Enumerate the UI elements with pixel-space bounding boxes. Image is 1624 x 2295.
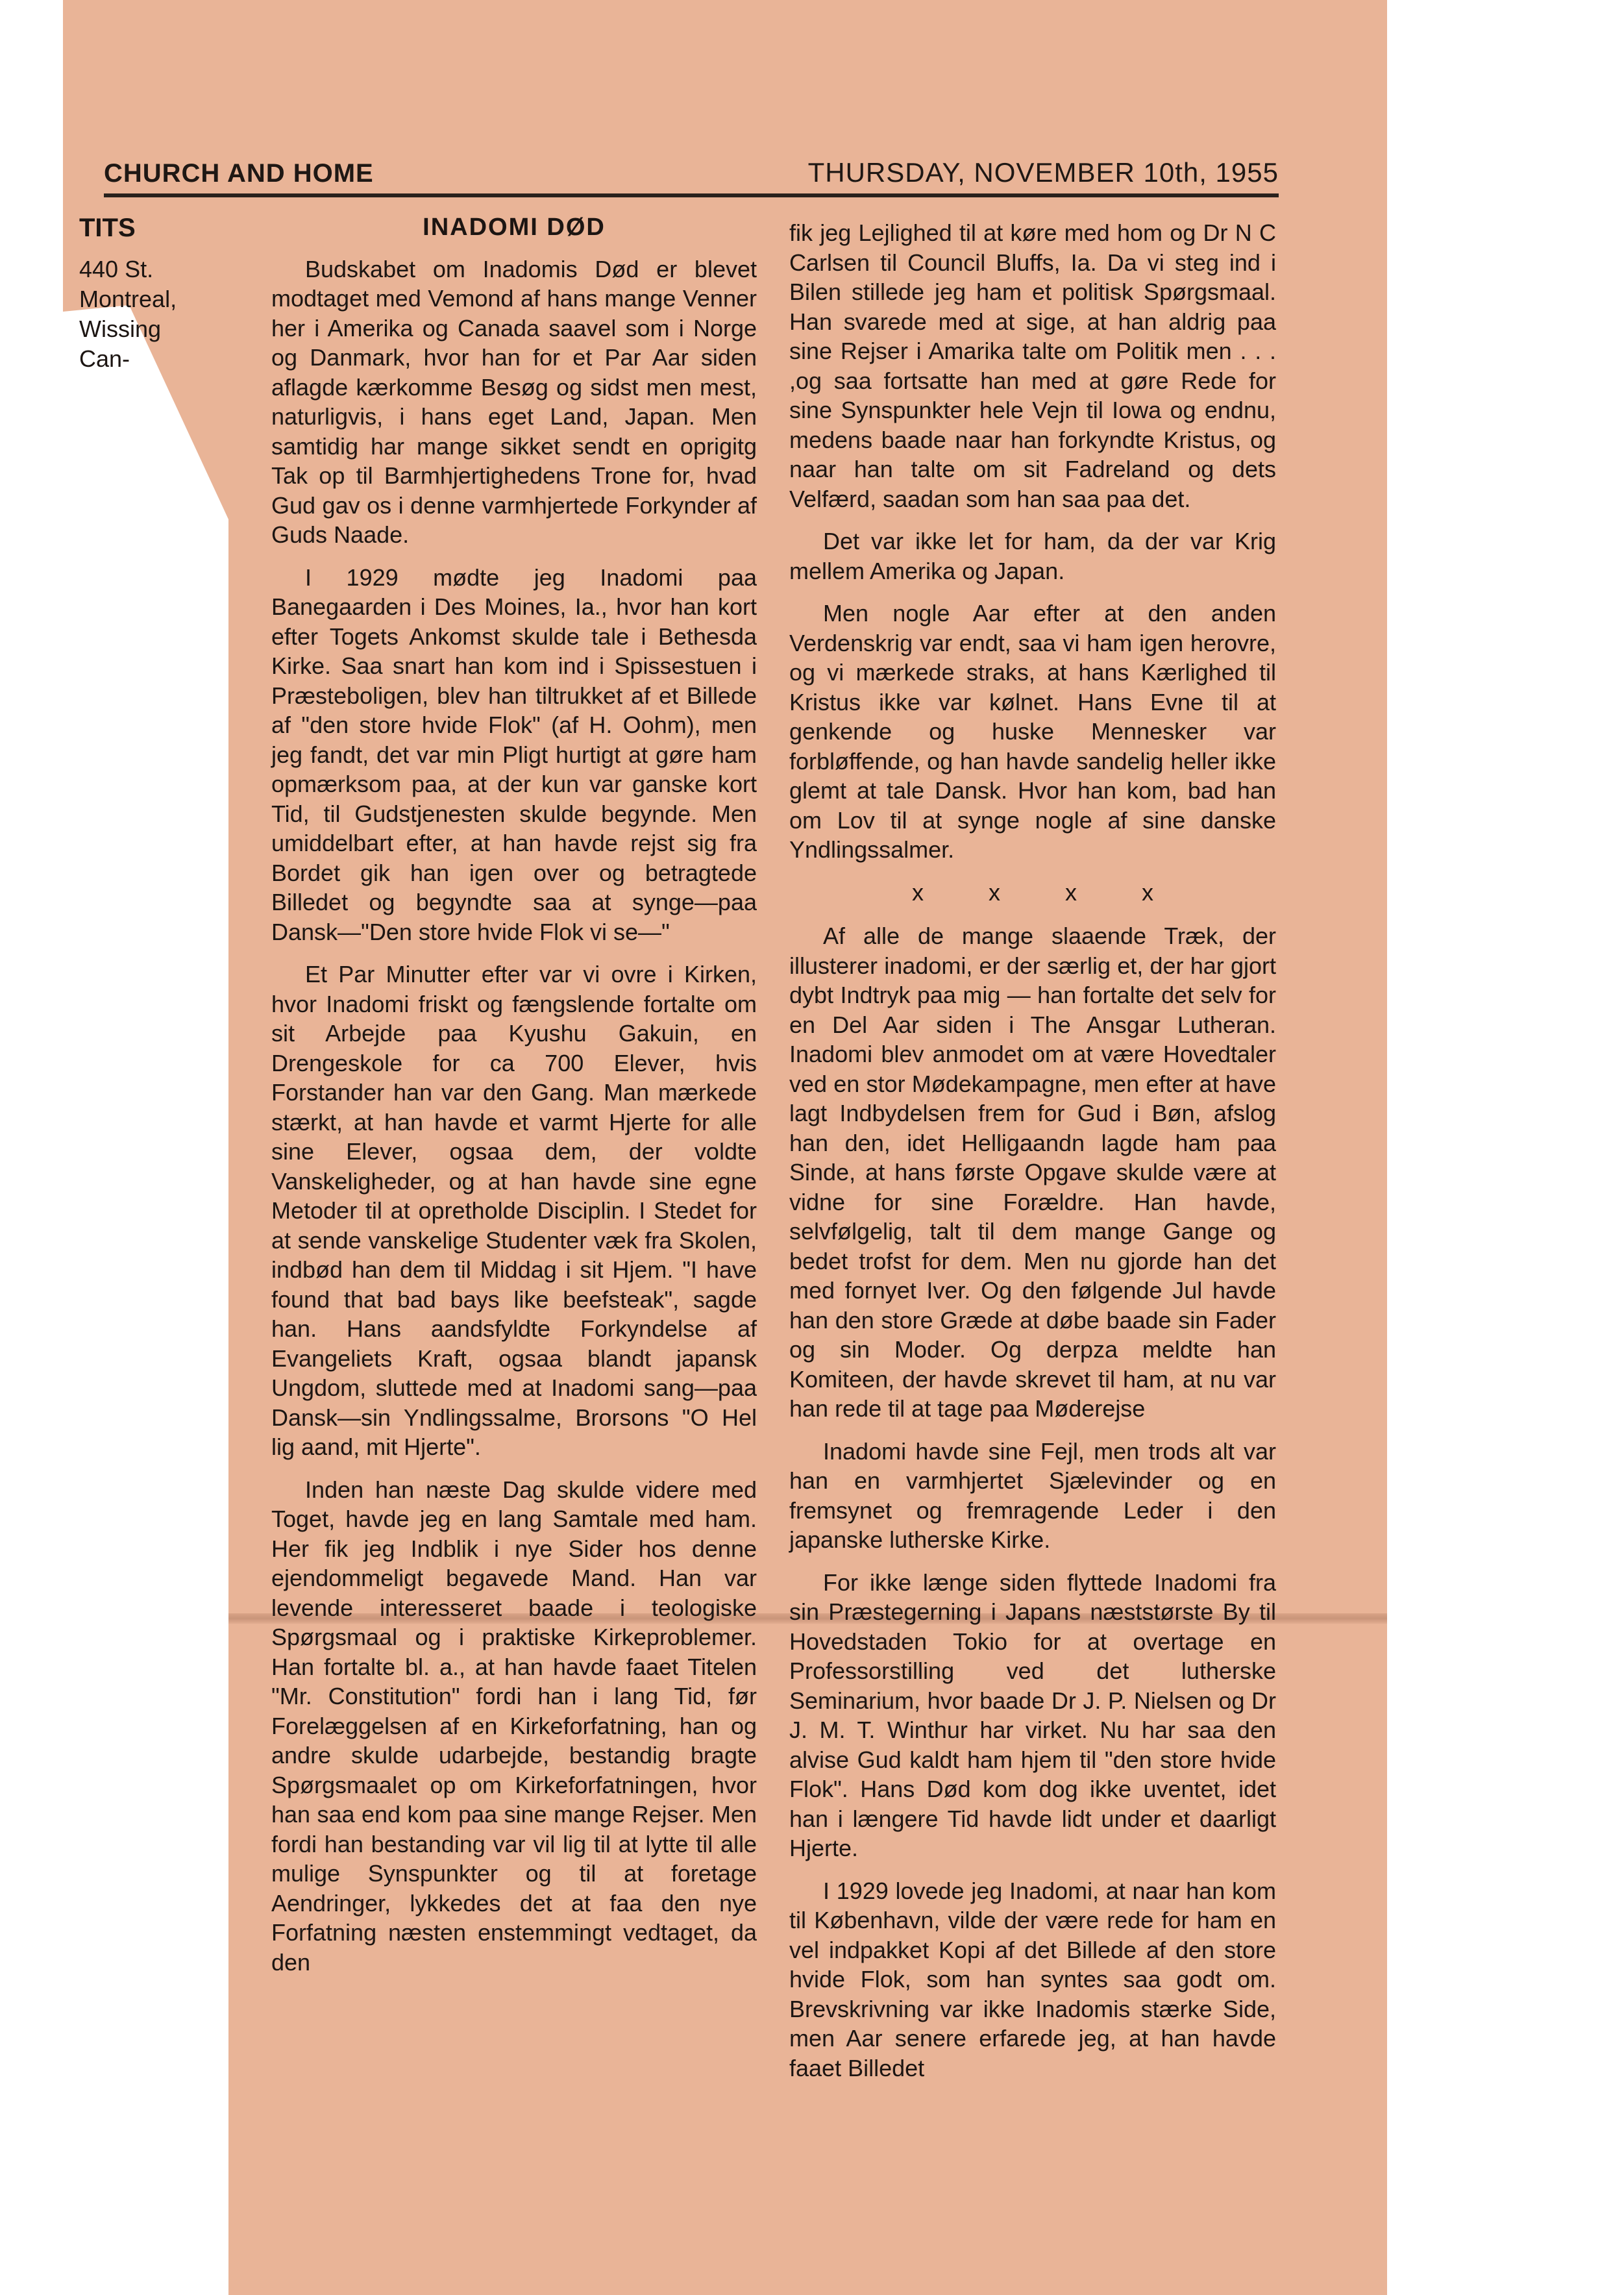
paragraph: For ikke længe siden flyttede Inadomi fra sin Præstegerning i Japans næststørste By til Hovedstaden Tokio for at overtage en Professorstilling ved det lutherske Seminarium, hvor baade Dr J. P. Nielsen og Dr J. M. T. Winthur har virket. Nu har saa den alvise Gud kaldt ham hjem til "den store hvide Flok". Hans Død kom dog ikke uventet, idet han i længere Tid havde lidt under et daarligt Hjerte. [789, 1569, 1276, 1861]
paragraph: Men nogle Aar efter at den anden Verdenskrig var endt, saa vi ham igen herovre, og vi mærkede straks, at hans Kærlighed til Kristus ikke var kølnet. Hans Evne til at genkende og huske Mennesker var forbløffende, og han havde sandelig heller ikke glemt at tale Dansk. Hvor han kom, bad han om Lov til at synge nogle af sine danske Yndlingssalmer. [789, 600, 1276, 863]
fragment-heading: TITS [79, 214, 136, 242]
fragment-line: Montreal, [79, 286, 177, 312]
article-column-2 [789, 218, 1276, 2096]
publication-name: CHURCH AND HOME [104, 159, 374, 188]
paragraph: Inadomi havde sine Fejl, men trods alt var han en varmhjertet Sjælevinder og en fremsynet og fremragende Leder i den japanske lutherske Kirke. [789, 1437, 1276, 1553]
fragment-line: 440 St. [79, 256, 154, 282]
paragraph: fik jeg Lejlighed til at køre med hom og Dr N C Carlsen til Council Bluffs, Ia. Da vi steg ind i Bilen stillede jeg ham et politisk Spørgsmaal. Han svarede med at sige, at han aldrig paa sine Rejser i Amarika talte om Politik men . . . ,og saa fortsatte han med at gøre Rede for sine Synspunkter hele Vejn til Iowa og endnu, medens baade naar han forkyndte Kristus, og naar han talte om sit Fadreland og dets Velfærd, saadan som han saa paa det. [789, 219, 1276, 512]
paragraph: Budskabet om Inadomis Død er blevet modtaget med Vemond af hans mange Venner her i Amerika og Canada saavel som i Norge og Danmark, hvor han for et Par Aar siden aflagde kærkomme Besøg og sidst men mest, naturligvis, i hans eget Land, Japan. Men samtidig har mange sikket sendt en oprigitg Tak op til Barmhjertighedens Trone for, hvad Gud gav os i denne varmhjertede Forkynder af Guds Naade. [271, 255, 757, 548]
paragraph: I 1929 mødte jeg Inadomi paa Banegaarden i Des Moines, Ia., hvor han kort efter Togets Ankomst skulde tale i Bethesda Kirke. Saa snart han kom ind i Spissestuen i Præsteboligen, blev han tiltrukket af et Billede af "den store hvide Flok" (af H. Oohm), men jeg fandt, det var min Pligt hurtigt at gøre ham opmærksom paa, at der kun var ganske kort Tid, til Gudstjenesten skulde begynde. Men umiddelbart efter, at han havde rejst sig fra Bordet gik han igen over og betragtede Billedet og begyndte saa at synge—paa Dansk—"Den store hvide Flok vi se—" [271, 564, 757, 945]
page-header [104, 148, 1279, 197]
left-column-fragment [79, 213, 248, 374]
paragraph: Et Par Minutter efter var vi ovre i Kirken, hvor Inadomi friskt og fængslende fortalte om sit Arbejde paa Kyushu Gakuin, en Drengeskole for ca 700 Elever, hvis Forstander han var den Gang. Man mærkede stærkt, at han havde et varmt Hjerte for alle sine Elever, ogsaa dem, der voldte Vanskeligheder, og at han havde sine egne Metoder til at opretholde Disciplin. I Stedet for at sende vanskelige Studenter væk fra Skolen, indbød han dem til Middag i sit Hjem. "I have found that bad bays like beefsteak", sagde han. Hans aandsfyldte Forkyndelse af Evangeliets Kraft, ogsaa blandt japansk Ungdom, sluttede med at Inadomi sang—paa Dansk—sin Yndlingssalme, Brorsons "O Hel lig aand, mit Hjerte". [271, 961, 757, 1460]
article-column-1 [271, 213, 757, 1990]
paragraph: Af alle de mange slaaende Træk, der illusterer inadomi, er der særlig et, der har gjort dybt Indtryk paa mig — han fortalte det selv for en Del Aar siden i The Ansgar Lutheran. Inadomi blev anmodet om at være Hovedtaler ved en stor Mødekampagne, men efter at have lagt Indbydelsen frem for Gud i Bøn, afslog han den, idet Helligaandn lagde ham paa Sinde, at hans første Opgave skulde være at vidne for sine Forældre. Han havde, selvfølgelig, talt til dem mange Gange og bedet trofst for dem. Men nu gjorde han det med fornyet Iver. Og den følgende Jul havde han den store Græde at døbe baade sin Fader og sin Moder. Og derpza meldte han Komiteen, der havde skrevet til ham, at nu var han rede til at tage paa Møderejse [789, 923, 1276, 1422]
publication-date: THURSDAY, NOVEMBER 10th, 1955 [807, 157, 1279, 188]
article-title: INADOMI DØD [423, 214, 606, 241]
fragment-line: Can- [79, 345, 130, 372]
fragment-line: Wissing [79, 316, 162, 342]
paragraph: Det var ikke let for ham, da der var Krig mellem Amerika og Japan. [789, 528, 1276, 584]
paragraph: Inden han næste Dag skulde videre med Toget, havde jeg en lang Samtale med ham. Her fik jeg Indblik i nye Sider hos denne ejendommeligt begavede Mand. Han var levende interesseret baade i teologiske Spørgsmaal og i praktiske Kirkeproblemer. Han fortalte bl. a., at han havde faaet Titelen "Mr. Constitution" fordi han i lang Tid, før Forelæggelsen af en Kirkeforfatning, han og andre skulde udarbejde, bestandig bragte Spørgsmaalet op om Kirkeforfatningen, hvor han saa end kom paa sine mange Rejser. Men fordi han bestanding var vil lig til at lytte til alle mulige Synspunkter og til at foretage Aendringer, lykkedes det at faa den nye Forfatning næsten enstemmingt vedtaget, da den [271, 1476, 757, 1976]
paragraph: I 1929 lovede jeg Inadomi, at naar han kom til København, vilde der være rede for ham en vel indpakket Kopi af det Billede af den store hvide Flok, som han syntes saa godt om. Brevskrivning var ikke Inadomis stærke Side, men Aar senere erfarede jeg, at han havde faaet Billedet [789, 1877, 1276, 2081]
section-separator: x x x x [911, 878, 1153, 906]
